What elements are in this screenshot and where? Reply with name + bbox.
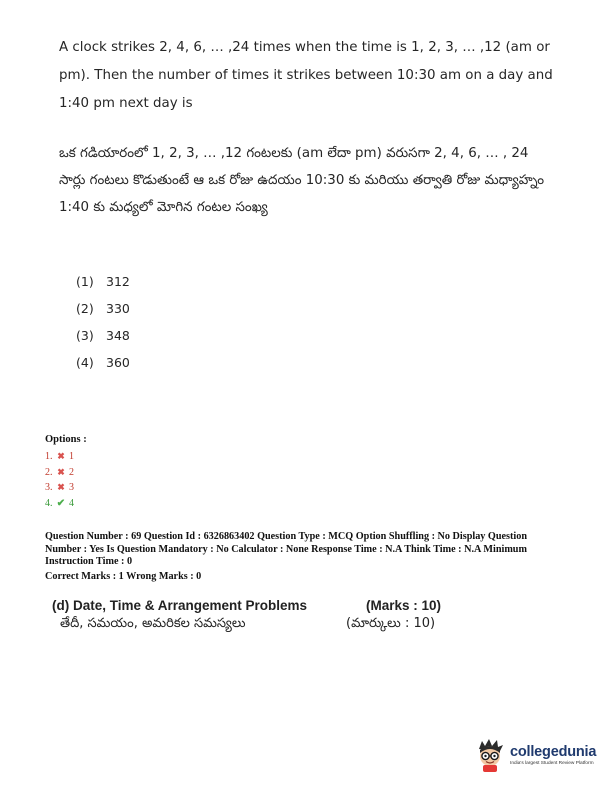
section-title-english: (d) Date, Time & Arrangement Problems <box>52 598 308 613</box>
question-text-telugu: ఒక గడియారంలో 1, 2, 3, … ,12 గంటలకు (am లేదా pm) వరుసగా 2, 4, 6, … , 24 సార్లు గంటలు కొడుతుంటే ఆ ఒక రోజు ఉదయం 10:30 కు మరియు తర్వాతి రోజు మధ్యాహ్నం 1:40 కు మధ్యలో మోగిన గంటల సంఖ్య <box>59 146 545 215</box>
question-text-english: A clock strikes 2, 4, 6, … ,24 times when the time is 1, 2, 3, … ,12 (am or pm). Then the number of times it strikes between 10:30 am on a day and 1:40 pm next day is <box>59 40 553 111</box>
choice-number: (3) <box>76 328 94 343</box>
mascot-icon <box>473 737 507 773</box>
options-list <box>45 449 74 511</box>
collegedunia-logo <box>473 737 596 773</box>
option-value: 1 <box>69 451 74 463</box>
section-marks-telugu: (మార్కులు : 10) <box>346 616 436 631</box>
cross-icon: ✖ <box>57 451 65 462</box>
choice-number: (4) <box>76 355 94 370</box>
logo-name: collegedunia <box>510 744 597 760</box>
option-number: 3. <box>45 482 53 494</box>
options-title: Options : <box>45 434 87 445</box>
section-title-telugu: తేదీ, సమయం, అమరికల సమస్యలు <box>60 616 246 631</box>
option-row-correct <box>45 496 74 512</box>
choice-value: 360 <box>106 355 130 370</box>
answer-choice <box>76 328 130 355</box>
answer-choice <box>76 274 130 301</box>
answer-choice <box>76 301 130 328</box>
option-row <box>45 465 74 481</box>
choice-value: 330 <box>106 301 130 316</box>
logo-tagline: India's largest Student Review Platform <box>510 761 594 766</box>
answer-choices <box>76 274 130 382</box>
choice-number: (2) <box>76 301 94 316</box>
cross-icon: ✖ <box>57 466 65 477</box>
option-value: 4 <box>69 497 74 509</box>
choice-number: (1) <box>76 274 94 289</box>
check-icon: ✔ <box>56 497 66 509</box>
cross-icon: ✖ <box>57 482 65 493</box>
option-number: 4. <box>45 497 53 509</box>
option-row <box>45 480 74 496</box>
option-number: 1. <box>45 451 53 463</box>
question-metadata: Question Number : 69 Question Id : 6326863402 Question Type : MCQ Option Shuffling : No Display Question Number : Yes Is Question Mandatory : No Calculator : None Response Time : N.A Think Time : N.A Minimum Instruction Time : 0 <box>45 531 527 567</box>
option-number: 2. <box>45 466 53 478</box>
answer-choice <box>76 355 130 382</box>
choice-value: 348 <box>106 328 130 343</box>
option-row <box>45 449 74 465</box>
marks-info: Correct Marks : 1 Wrong Marks : 0 <box>45 571 202 582</box>
option-value: 3 <box>69 482 74 494</box>
choice-value: 312 <box>106 274 130 289</box>
section-marks-english: (Marks : 10) <box>366 598 442 613</box>
option-value: 2 <box>69 466 74 478</box>
